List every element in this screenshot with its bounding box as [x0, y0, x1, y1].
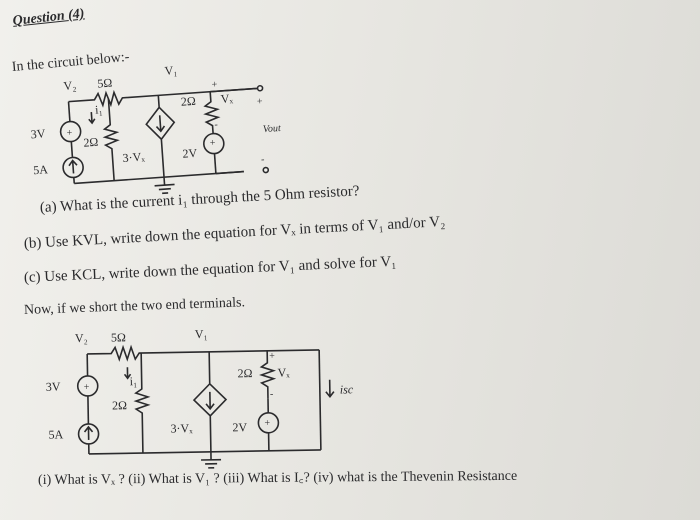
c1-v2-label: V₂: [62, 78, 77, 93]
question-c: (c) Use KCL, write down the equation for V₁ and solve for V₁: [23, 253, 397, 286]
c1-5a-label: 5A: [32, 162, 49, 178]
c1-r2b-label: 2Ω: [180, 93, 197, 109]
c1-3v-plus: +: [66, 127, 73, 139]
c2-vx-label: Vₓ: [277, 365, 290, 380]
c1-dep-label: 3·Vₓ: [122, 149, 146, 165]
c2-dep-label: 3·Vₓ: [170, 421, 193, 436]
c2-v2-label: V₂: [74, 330, 88, 346]
c1-vx-label: Vₓ: [220, 91, 234, 106]
c1-r5-label: 5Ω: [96, 75, 113, 91]
c2-3v-plus: +: [83, 381, 90, 394]
c2-2v-label: 2V: [232, 420, 248, 435]
c2-vx-minus: -: [269, 388, 274, 400]
c1-2v-label: 2V: [181, 145, 198, 161]
c1-2v-plus: +: [209, 137, 216, 149]
c2-r5-label: 5Ω: [110, 330, 126, 345]
c2-vx-plus: +: [269, 350, 275, 362]
c1-out-minus: -: [260, 154, 265, 166]
c2-5a-label: 5A: [48, 427, 64, 442]
c1-out-plus: +: [256, 96, 264, 108]
short-circuit-intro: Now, if we short the two end terminals.: [23, 295, 246, 318]
c1-i1-label: i₁: [94, 102, 104, 117]
c1-r2a-label: 2Ω: [82, 134, 99, 150]
c2-isc-label: isc: [339, 382, 354, 397]
c2-i1-label: i₁: [129, 374, 138, 389]
c1-vx-minus: -: [214, 119, 219, 131]
c2-v1-label: V₁: [194, 326, 208, 342]
question-heading: Question (4): [12, 6, 86, 29]
c1-vx-plus: +: [211, 79, 218, 91]
c1-3v-label: 3V: [30, 126, 46, 142]
c2-r2a-label: 2Ω: [111, 398, 128, 413]
final-questions: (i) What is Vₓ ? (ii) What is V₁ ? (iii) What is I꜀? (iv) what is the Thevenin Resistance: [37, 468, 518, 488]
c2-3v-label: 3V: [45, 379, 61, 394]
intro-text: In the circuit below:-: [11, 49, 130, 75]
c2-r2b-label: 2Ω: [237, 366, 253, 381]
question-b: (b) Use KVL, write down the equation for Vₓ in terms of V₁ and/or V₂: [23, 213, 446, 252]
c2-2v-plus: +: [264, 417, 271, 429]
c1-vout-label: Vout: [262, 122, 282, 136]
question-a: (a) What is the current i₁ through the 5 Ohm resistor?: [39, 183, 360, 216]
c1-v1-label: V₁: [164, 62, 178, 78]
